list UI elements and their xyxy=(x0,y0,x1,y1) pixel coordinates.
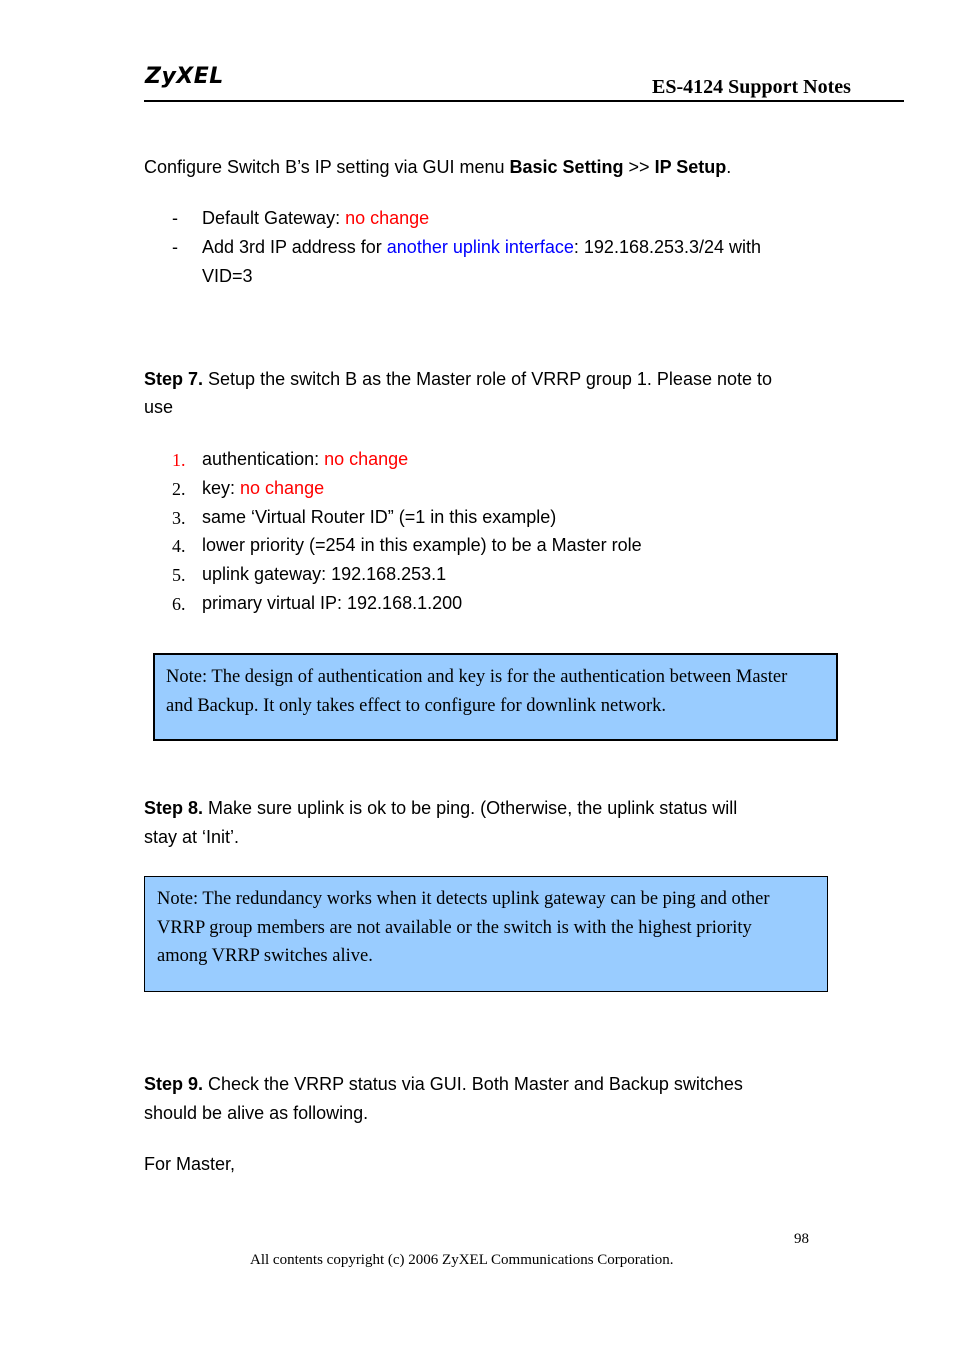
menu-separator: >> xyxy=(623,157,655,177)
list-item-virtual-ip: primary virtual IP: 192.168.1.200 xyxy=(202,593,463,613)
bullet-add-ip-line2: VID=3 xyxy=(202,266,253,286)
gateway-label: Default Gateway: xyxy=(202,208,346,228)
step9-text: Check the VRRP status via GUI. Both Master and Backup switches xyxy=(203,1074,743,1094)
step9-text-line2: should be alive as following. xyxy=(144,1103,369,1123)
intro-text: Configure Switch B’s IP setting via GUI menu xyxy=(144,157,510,177)
gateway-value: no change xyxy=(345,208,430,228)
step8-text: Make sure uplink is ok to be ping. (Otherwise, the uplink status will xyxy=(203,798,738,818)
note-box-authentication xyxy=(153,653,838,741)
list-item-key xyxy=(202,477,324,499)
zyxel-logo: ZyXEL xyxy=(145,64,224,89)
note-line: VRRP group members are not available or the switch is with the highest priority xyxy=(157,917,752,938)
uplink-interface-link[interactable]: another uplink interface xyxy=(386,237,574,257)
for-master-label: For Master, xyxy=(144,1154,236,1174)
step8-text-line2: stay at ‘Init’. xyxy=(144,827,240,847)
list-item-authentication xyxy=(202,448,408,470)
document-title: ES-4124 Support Notes xyxy=(652,76,851,98)
list-number: 3. xyxy=(172,508,186,528)
item-value: no change xyxy=(240,478,325,498)
bullet-dash: - xyxy=(172,208,178,228)
list-number: 1. xyxy=(172,450,186,470)
add-ip-value: : 192.168.253.3/24 with xyxy=(573,237,762,257)
bullet-add-ip xyxy=(202,236,761,258)
menu-ip-setup: IP Setup xyxy=(654,157,727,177)
header-divider xyxy=(144,100,904,102)
list-item-uplink-gateway: uplink gateway: 192.168.253.1 xyxy=(202,564,447,584)
note-line: Note: The redundancy works when it detects uplink gateway can be ping and other xyxy=(157,889,770,909)
step8-paragraph xyxy=(144,797,737,819)
step8-label: Step 8. xyxy=(144,798,204,818)
list-number: 2. xyxy=(172,479,186,499)
step7-text-line2: use xyxy=(144,397,174,417)
list-item-router-id: same ‘Virtual Router ID” (=1 in this example) xyxy=(202,507,557,527)
note-box-redundancy xyxy=(144,876,828,992)
note-line: and Backup. It only takes effect to configure for downlink network. xyxy=(166,695,667,716)
step9-label: Step 9. xyxy=(144,1074,204,1094)
list-number: 4. xyxy=(172,536,186,556)
note-line: among VRRP switches alive. xyxy=(157,946,373,966)
list-number: 6. xyxy=(172,594,186,614)
step7-paragraph xyxy=(144,368,772,390)
bullet-dash: - xyxy=(172,237,178,257)
page-number: 98 xyxy=(794,1231,809,1247)
copyright-notice: All contents copyright (c) 2006 ZyXEL Communications Corporation. xyxy=(250,1252,674,1268)
item-label: authentication: xyxy=(202,449,325,469)
note-line: Note: The design of authentication and key is for the authentication between Master xyxy=(166,667,788,687)
item-value: no change xyxy=(324,449,409,469)
step7-text: Setup the switch B as the Master role of VRRP group 1. Please note to xyxy=(203,369,773,389)
list-item-priority: lower priority (=254 in this example) to be a Master role xyxy=(202,535,642,555)
list-number: 5. xyxy=(172,565,186,585)
step9-paragraph xyxy=(144,1073,743,1095)
intro-paragraph xyxy=(144,156,731,178)
menu-basic-setting: Basic Setting xyxy=(509,157,624,177)
add-ip-text: Add 3rd IP address for xyxy=(202,237,387,257)
item-label: key: xyxy=(202,478,241,498)
intro-period: . xyxy=(726,157,732,177)
bullet-default-gateway xyxy=(202,207,429,229)
step7-label: Step 7. xyxy=(144,369,204,389)
